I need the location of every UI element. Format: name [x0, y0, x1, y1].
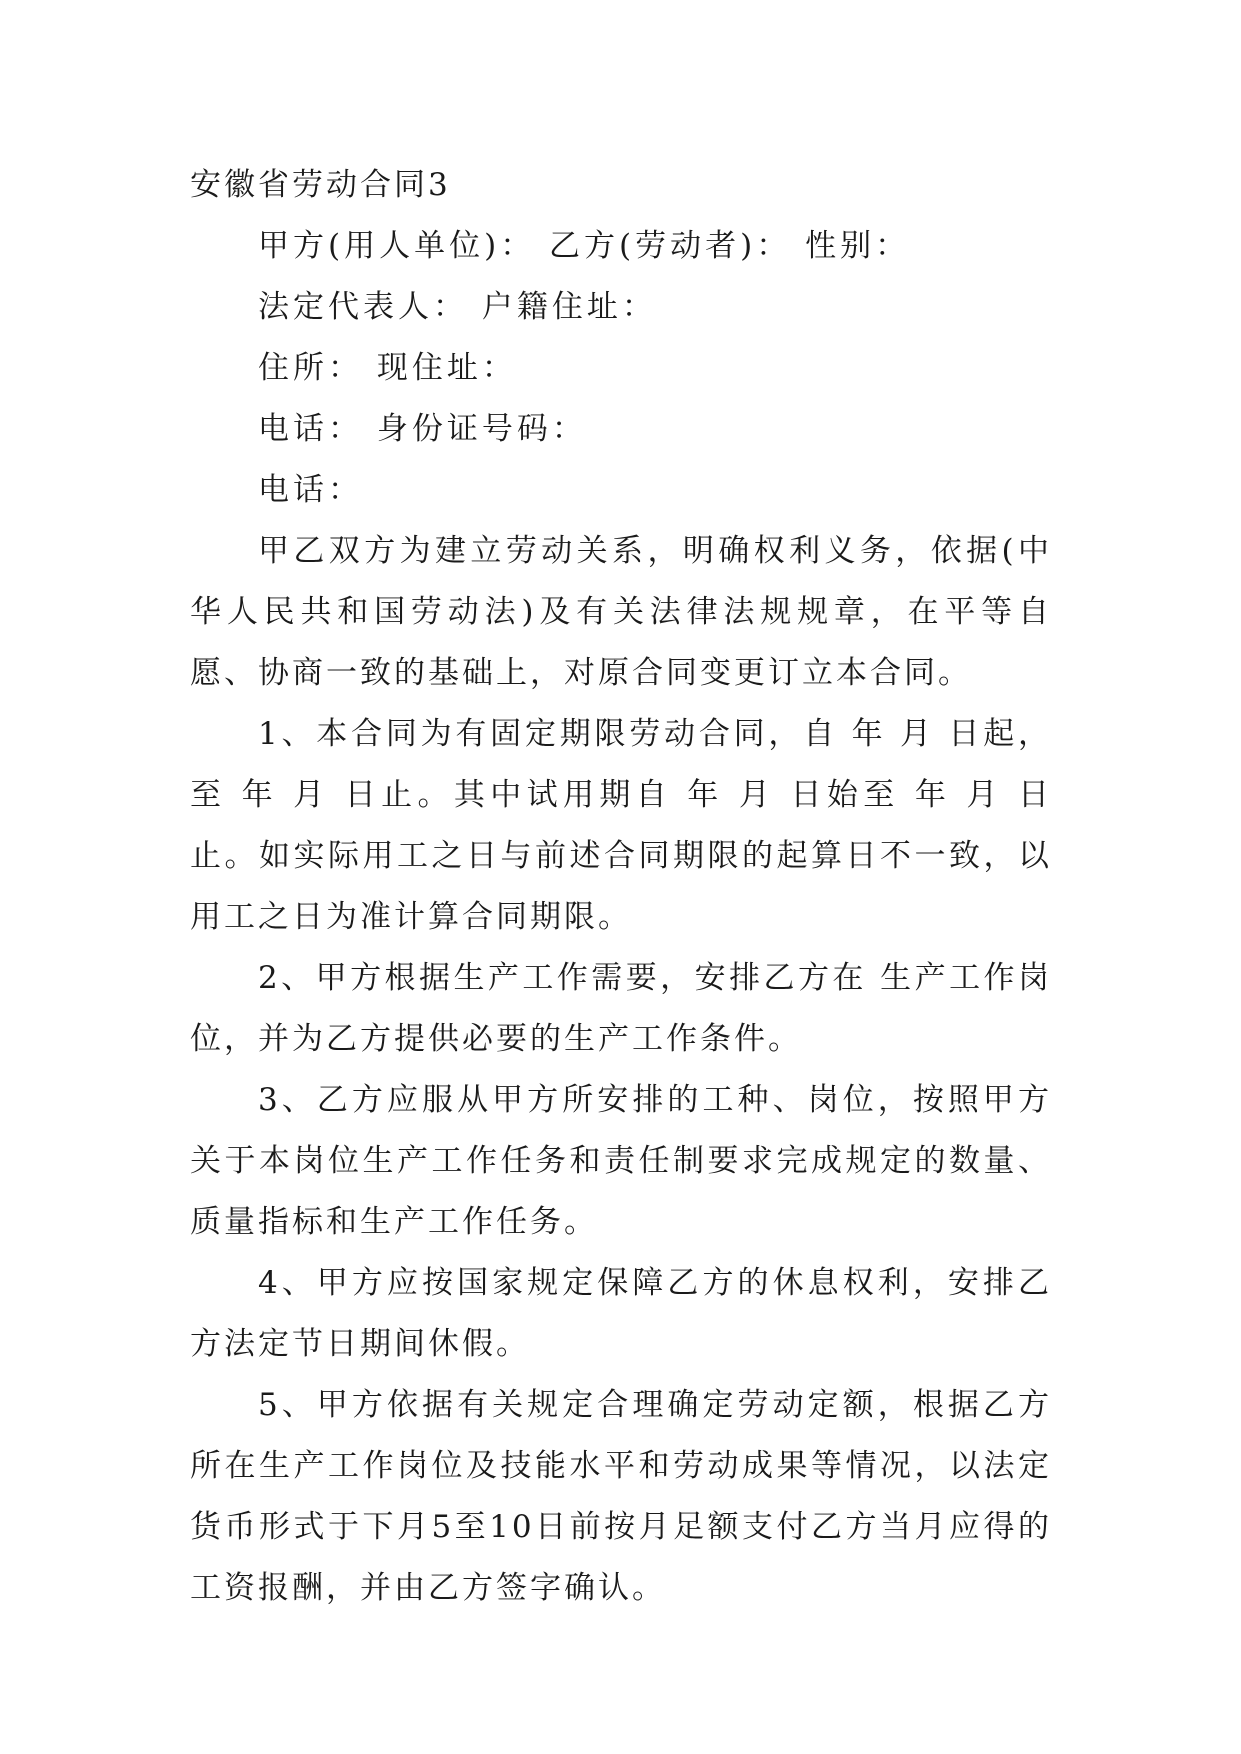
paragraph-preamble: 甲乙双方为建立劳动关系，明确权利义务，依据(中华人民共和国劳动法)及有关法律法规规章，在平等自愿、协商一致的基础上，对原合同变更订立本合同。	[190, 533, 1052, 691]
paragraph-clause-3: 3、乙方应服从甲方所安排的工种、岗位，按照甲方关于本岗位生产工作任务和责任制要求完成规定的数量、质量指标和生产工作任务。	[190, 1082, 1052, 1240]
header-line-phone: 电话：	[258, 472, 363, 508]
paragraph-clause-5: 5、甲方依据有关规定合理确定劳动定额，根据乙方所在生产工作岗位及技能水平和劳动成果等情况，以法定货币形式于下月5至10日前按月足额支付乙方当月应得的工资报酬，并由乙方签字确认。	[190, 1387, 1052, 1606]
paragraph-clause-4: 4、甲方应按国家规定保障乙方的休息权利，安排乙方法定节日期间休假。	[190, 1265, 1052, 1362]
document-title: 安徽省劳动合同3	[190, 167, 451, 203]
paragraph-clause-1: 1、本合同为有固定期限劳动合同，自 年 月 日起，至 年 月 日止。其中试用期自 年 月 日始至 年 月 日止。如实际用工之日与前述合同期限的起算日不一致，以用工之日为准计算合同期限。	[190, 716, 1052, 935]
header-line-address: 住所： 现住址：	[258, 350, 517, 386]
header-line-phone-id: 电话： 身份证号码：	[258, 411, 587, 447]
paragraph-clause-2: 2、甲方根据生产工作需要，安排乙方在 生产工作岗位，并为乙方提供必要的生产工作条件。	[190, 960, 1052, 1057]
header-line-parties: 甲方(用人单位)： 乙方(劳动者)： 性别：	[258, 228, 911, 264]
document-page	[190, 155, 1052, 1619]
header-line-representative: 法定代表人： 户籍住址：	[258, 289, 657, 325]
